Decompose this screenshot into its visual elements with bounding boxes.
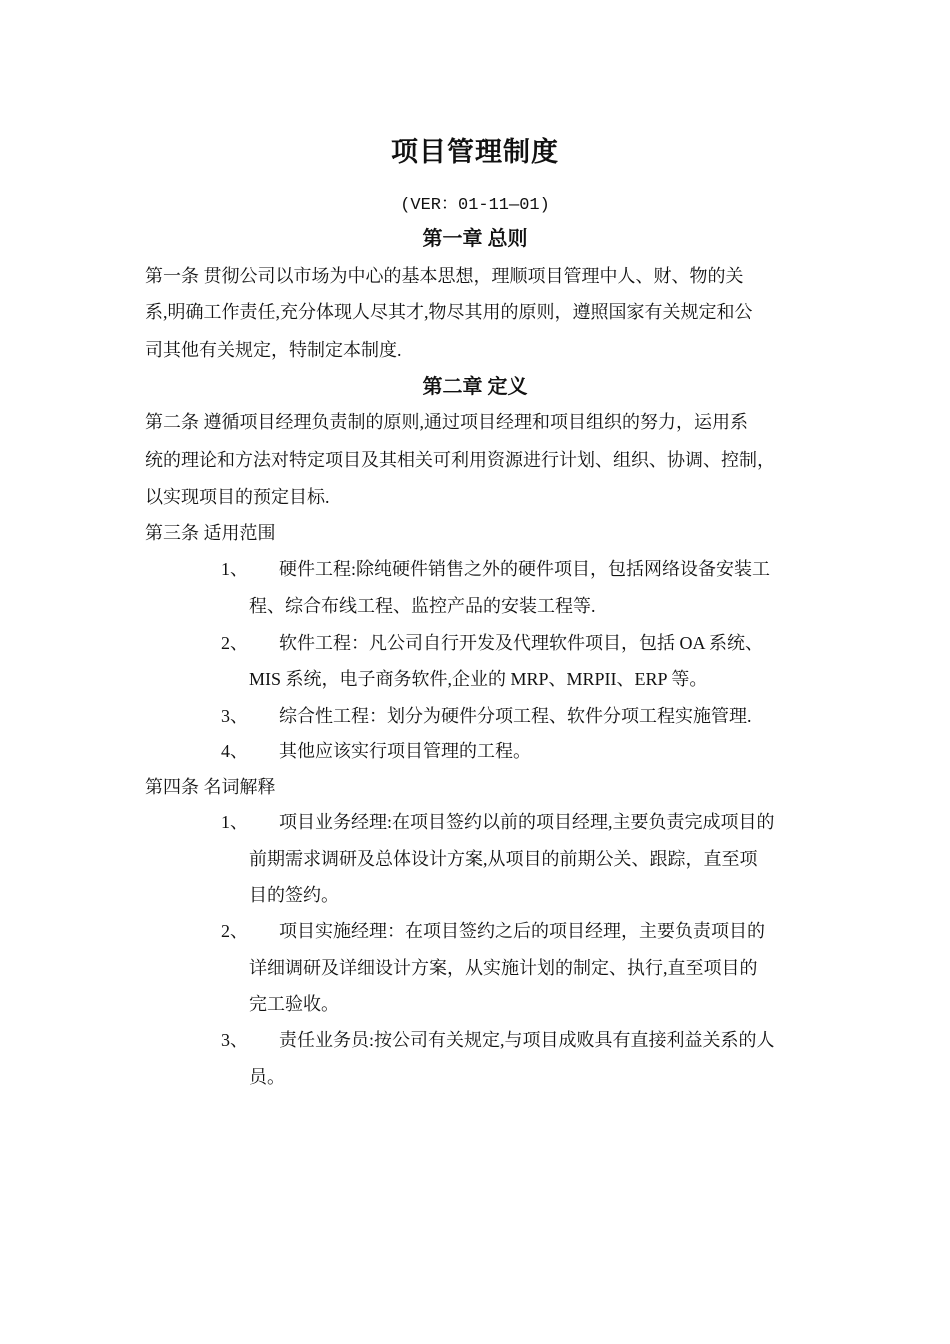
article-2-line: 以实现项目的预定目标. bbox=[145, 487, 330, 507]
chapter-1-heading: 第一章 总则 bbox=[422, 228, 528, 250]
version-label: (VER：01-11—01) bbox=[400, 196, 550, 215]
document-title: 项目管理制度 bbox=[391, 137, 559, 167]
term-item-continuation: 详细调研及详细设计方案，从实施计划的制定、执行,直至项目的 bbox=[249, 958, 758, 978]
term-item-continuation: 完工验收。 bbox=[249, 994, 339, 1014]
scope-item-text: 综合性工程：划分为硬件分项工程、软件分项工程实施管理. bbox=[279, 706, 752, 726]
term-item-continuation: 前期需求调研及总体设计方案,从项目的前期公关、跟踪，直至项 bbox=[249, 849, 758, 869]
article-3-heading: 第三条 适用范围 bbox=[145, 523, 276, 543]
article-1-line: 第一条 贯彻公司以市场为中心的基本思想，理顺项目管理中人、财、物的关 bbox=[145, 266, 744, 286]
scope-item-text: 其他应该实行项目管理的工程。 bbox=[279, 741, 531, 761]
scope-item-number: 3、 bbox=[221, 706, 248, 726]
term-item-number: 1、 bbox=[221, 812, 248, 832]
article-2-line: 统的理论和方法对特定项目及其相关可利用资源进行计划、组织、协调、控制， bbox=[145, 450, 775, 470]
scope-item-text: 硬件工程:除纯硬件销售之外的硬件项目，包括网络设备安装工 bbox=[279, 559, 770, 579]
scope-item-number: 2、 bbox=[221, 633, 248, 653]
article-2-line: 第二条 遵循项目经理负责制的原则,通过项目经理和项目组织的努力，运用系 bbox=[145, 412, 748, 432]
term-item-text: 项目业务经理:在项目签约以前的项目经理,主要负责完成项目的 bbox=[279, 812, 775, 832]
term-item-continuation: 员。 bbox=[249, 1067, 285, 1087]
term-item-text: 责任业务员:按公司有关规定,与项目成败具有直接利益关系的人 bbox=[279, 1030, 775, 1050]
scope-item-continuation: 程、综合布线工程、监控产品的安装工程等. bbox=[249, 596, 596, 616]
chapter-2-heading: 第二章 定义 bbox=[422, 376, 528, 398]
term-item-text: 项目实施经理：在项目签约之后的项目经理，主要负责项目的 bbox=[279, 921, 765, 941]
term-item-number: 2、 bbox=[221, 921, 248, 941]
scope-item-continuation: MIS 系统，电子商务软件,企业的 MRP、MRPII、ERP 等。 bbox=[249, 669, 708, 689]
article-4-heading: 第四条 名词解释 bbox=[145, 777, 276, 797]
term-item-continuation: 目的签约。 bbox=[249, 885, 339, 905]
scope-item-text: 软件工程：凡公司自行开发及代理软件项目，包括 OA 系统、 bbox=[279, 633, 764, 653]
article-1-line: 系,明确工作责任,充分体现人尽其才,物尽其用的原则，遵照国家有关规定和公 bbox=[145, 302, 753, 322]
term-item-number: 3、 bbox=[221, 1030, 248, 1050]
article-1-line: 司其他有关规定，特制定本制度. bbox=[145, 340, 402, 360]
scope-item-number: 4、 bbox=[221, 741, 248, 761]
scope-item-number: 1、 bbox=[221, 559, 248, 579]
